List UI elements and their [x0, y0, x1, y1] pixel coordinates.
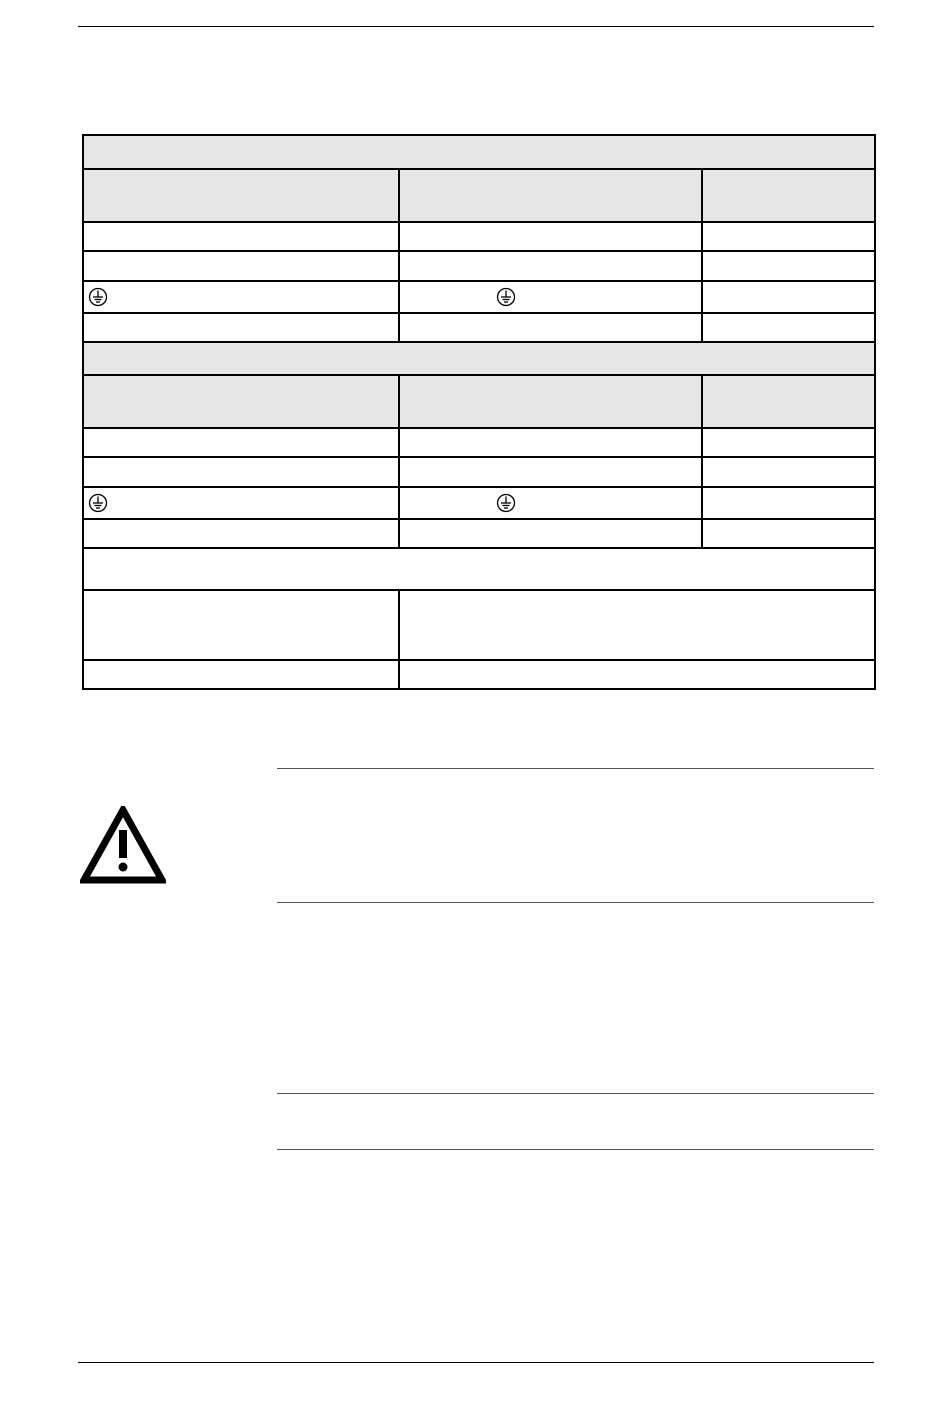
- section-title-1: [83, 135, 875, 169]
- table-row: [83, 222, 875, 251]
- table-cell: [83, 660, 399, 689]
- table-row: [83, 519, 875, 548]
- table-row: [83, 251, 875, 281]
- table-cell: [702, 251, 875, 281]
- table-row: [83, 428, 875, 457]
- terminal-spec-table: [82, 134, 876, 690]
- table-cell: [399, 281, 702, 313]
- column-header: [83, 169, 399, 222]
- table-cell: [399, 251, 702, 281]
- table-row: [83, 457, 875, 487]
- note-bottom-rule: [277, 1149, 874, 1150]
- table-cell: [83, 281, 399, 313]
- table-cell: [702, 428, 875, 457]
- ground-icon: [88, 493, 108, 513]
- table-row: [83, 660, 875, 689]
- column-header: [702, 169, 875, 222]
- table-note-row: [83, 548, 875, 590]
- column-header-row: [83, 169, 875, 222]
- table-note: [83, 548, 875, 590]
- note-top-rule: [277, 1093, 874, 1094]
- table-cell: [83, 222, 399, 251]
- table-cell: [399, 660, 875, 689]
- table-row-ground: [83, 281, 875, 313]
- table-cell: [399, 428, 702, 457]
- column-header-row: [83, 375, 875, 428]
- table-cell: [83, 313, 399, 342]
- table-row-ground: [83, 487, 875, 519]
- table-cell: [83, 428, 399, 457]
- table-cell: [83, 457, 399, 487]
- section-header-2: [83, 342, 875, 375]
- column-header: [83, 375, 399, 428]
- warning-top-rule: [277, 768, 874, 769]
- table-cell: [83, 251, 399, 281]
- table-cell: [399, 519, 702, 548]
- table-row: [83, 313, 875, 342]
- table-cell: [702, 222, 875, 251]
- table-row: [83, 590, 875, 660]
- ground-icon: [496, 493, 516, 513]
- table-cell: [399, 313, 702, 342]
- column-header: [702, 375, 875, 428]
- footer-rule: [78, 1362, 874, 1363]
- column-header: [399, 169, 702, 222]
- column-header: [399, 375, 702, 428]
- table-cell: [702, 457, 875, 487]
- ground-icon: [88, 287, 108, 307]
- warning-bottom-rule: [277, 902, 874, 903]
- table-cell: [702, 519, 875, 548]
- section-title-2: [83, 342, 875, 375]
- table-cell: [399, 590, 875, 660]
- warning-icon: [80, 806, 166, 884]
- table-cell: [702, 313, 875, 342]
- table-cell: [399, 487, 702, 519]
- table-cell: [399, 222, 702, 251]
- table-cell: [702, 487, 875, 519]
- table-cell: [83, 487, 399, 519]
- section-header-1: [83, 135, 875, 169]
- table-cell: [399, 457, 702, 487]
- table-cell: [83, 590, 399, 660]
- table-cell: [83, 519, 399, 548]
- ground-icon: [496, 287, 516, 307]
- header-rule: [78, 26, 874, 27]
- table-cell: [702, 281, 875, 313]
